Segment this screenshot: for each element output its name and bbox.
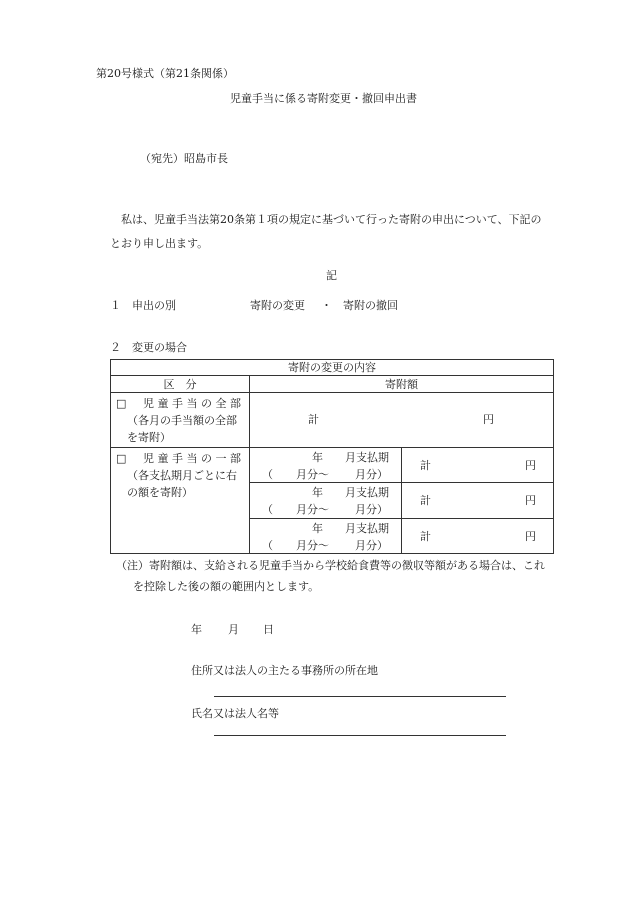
period-1-total-label: 計 (420, 459, 431, 472)
option-withdraw[interactable]: 寄附の撤回 (343, 299, 398, 312)
period-3[interactable] (250, 519, 402, 554)
partial-line-1: 児 童 手 当 の 一 部 (143, 452, 241, 465)
period-3-total-label: 計 (420, 530, 431, 543)
note-line-1: （注）寄附額は、支給される児童手当から学校給食費等の徴収等額がある場合は、これ (116, 559, 545, 572)
document-title: 児童手当に係る寄附変更・撤回申出書 (230, 92, 417, 105)
period-2-total-label: 計 (420, 494, 431, 507)
period-3-from: 月分～ (296, 539, 329, 552)
period-3-year-month: 年 月支払期 (312, 522, 389, 535)
donation-change-table (110, 359, 554, 554)
period-1[interactable] (250, 448, 402, 483)
period-1-amount[interactable] (402, 448, 554, 483)
section-2-label: ２ 変更の場合 (110, 341, 187, 354)
period-1-to: 月分） (355, 468, 388, 481)
period-2[interactable] (250, 483, 402, 519)
full-total-label: 計 (308, 413, 319, 426)
partial-line-2: （各支払期月ごとに右 (127, 469, 237, 482)
name-signature-line[interactable] (214, 735, 506, 736)
period-2-from: 月分～ (296, 503, 329, 516)
option-separator: ・ (321, 299, 332, 312)
note-line-2: を控除した後の額の範囲内とします。 (133, 580, 320, 593)
body-text-line-2: とおり申し出ます。 (110, 237, 209, 250)
partial-line-3: の額を寄附） (127, 486, 193, 499)
row-full-category (111, 393, 250, 448)
row-partial-category (111, 448, 250, 554)
row-full-amount[interactable] (250, 393, 554, 448)
date-year[interactable]: 年 (191, 623, 202, 636)
period-1-from: 月分～ (296, 468, 329, 481)
checkbox-partial[interactable]: □ (116, 452, 127, 465)
full-yen-unit: 円 (483, 413, 494, 426)
body-text-line-1: 私は、児童手当法第20条第１項の規定に基づいて行った寄附の申出について、下記の (121, 213, 542, 226)
period-3-amount[interactable] (402, 519, 554, 554)
form-number: 第20号様式（第21条関係） (96, 67, 234, 80)
period-1-yen-unit: 円 (525, 459, 536, 472)
period-2-to: 月分） (355, 503, 388, 516)
option-change[interactable]: 寄附の変更 (250, 299, 305, 312)
address-signature-line[interactable] (214, 696, 506, 697)
name-label: 氏名又は法人名等 (191, 707, 279, 720)
period-2-open: （ (262, 503, 273, 516)
period-3-yen-unit: 円 (525, 530, 536, 543)
period-1-open: （ (262, 468, 273, 481)
period-2-year-month: 年 月支払期 (312, 486, 389, 499)
full-line-1: 児 童 手 当 の 全 部 (143, 397, 241, 410)
ki-heading: 記 (326, 269, 337, 282)
checkbox-full[interactable]: □ (116, 397, 127, 410)
header-category: 区 分 (111, 376, 250, 393)
period-3-open: （ (262, 539, 273, 552)
period-3-to: 月分） (355, 539, 388, 552)
addressee: （宛先）昭島市長 (140, 152, 228, 165)
header-amount: 寄附額 (250, 376, 554, 393)
full-line-3: を寄附） (127, 431, 171, 444)
period-1-year-month: 年 月支払期 (312, 451, 389, 464)
date-day[interactable]: 日 (263, 623, 274, 636)
period-2-amount[interactable] (402, 483, 554, 519)
full-line-2: （各月の手当額の全部 (127, 414, 237, 427)
section-1-label: １ 申出の別 (110, 299, 176, 312)
address-label: 住所又は法人の主たる事務所の所在地 (191, 664, 378, 677)
period-2-yen-unit: 円 (525, 494, 536, 507)
date-month[interactable]: 月 (228, 623, 239, 636)
table-caption: 寄附の変更の内容 (111, 360, 554, 376)
